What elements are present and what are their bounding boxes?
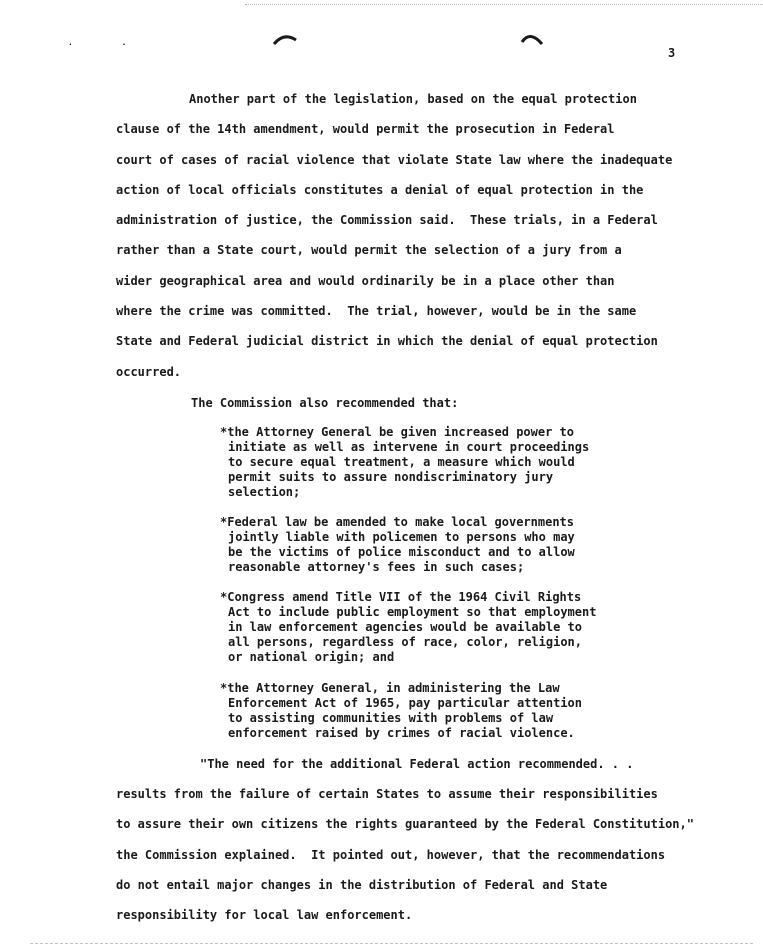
text-line: selection; [228, 485, 301, 499]
text-line: in law enforcement agencies would be available to [228, 620, 583, 634]
page-number: 3 [668, 46, 676, 60]
text-line: *Federal law be amended to make local governments [220, 515, 575, 529]
text-line: jointly liable with policemen to persons who may [228, 530, 575, 544]
text-line: Act to include public employment so that employment [228, 605, 597, 619]
top-scan-edge [245, 4, 763, 5]
text-line: results from the failure of certain States to assume their responsibilities [116, 787, 658, 802]
text-line: to assisting communities with problems of law [228, 711, 554, 725]
text-line: Enforcement Act of 1965, pay particular attention [228, 696, 583, 710]
text-line: rather than a State court, would permit the selection of a jury from a [116, 243, 622, 258]
text-line: the Commission explained. It pointed out, however, that the recommendations [116, 847, 666, 862]
text-line: "The need for the additional Federal action recommended. . . [200, 757, 634, 771]
recommendation-item [220, 681, 582, 741]
text-line: action of local officials constitutes a denial of equal protection in the [116, 182, 644, 197]
recommendation-item [220, 425, 589, 500]
binder-mark-right [520, 30, 548, 50]
text-line: to secure equal treatment, a measure which would [228, 455, 575, 469]
scan-specks: · · [68, 40, 149, 49]
recommendation-item [220, 515, 575, 575]
text-line: administration of justice, the Commission said. These trials, in a Federal [116, 213, 658, 228]
text-line: responsibility for local law enforcement. [116, 907, 413, 922]
text-line: reasonable attorney's fees in such cases; [228, 560, 525, 574]
text-line: do not entail major changes in the distribution of Federal and State [116, 877, 608, 892]
text-line: court of cases of racial violence that violate State law where the inadequate [116, 152, 673, 167]
bottom-scan-edge [30, 943, 753, 944]
paragraph-commission-quote [116, 757, 694, 938]
recommendation-item [220, 590, 596, 665]
text-line: Another part of the legislation, based on the equal protection [189, 92, 637, 106]
paragraph-legislation [116, 92, 672, 395]
text-line: *the Attorney General, in administering the Law [220, 681, 560, 695]
text-line: where the crime was committed. The trial, however, would be in the same [116, 304, 637, 319]
binder-mark-left [272, 30, 300, 50]
text-line: or national origin; and [228, 650, 395, 664]
recommendations-intro: The Commission also recommended that: [191, 396, 459, 410]
text-line: permit suits to assure nondiscriminatory jury [228, 470, 554, 484]
text-line: *the Attorney General be given increased power to [220, 425, 575, 439]
text-line: enforcement raised by crimes of racial violence. [228, 726, 575, 740]
text-line: be the victims of police misconduct and to allow [228, 545, 575, 559]
text-line: clause of the 14th amendment, would permit the prosecution in Federal [116, 122, 615, 137]
text-line: wider geographical area and would ordinarily be in a place other than [116, 273, 615, 288]
text-line: to assure their own citizens the rights guaranteed by the Federal Constitution," [116, 817, 694, 832]
text-line: *Congress amend Title VII of the 1964 Civil Rights [220, 590, 582, 604]
text-line: all persons, regardless of race, color, religion, [228, 635, 583, 649]
text-line: State and Federal judicial district in which the denial of equal protection [116, 334, 658, 349]
text-line: occurred. [116, 364, 182, 379]
text-line: initiate as well as intervene in court proceedings [228, 440, 590, 454]
